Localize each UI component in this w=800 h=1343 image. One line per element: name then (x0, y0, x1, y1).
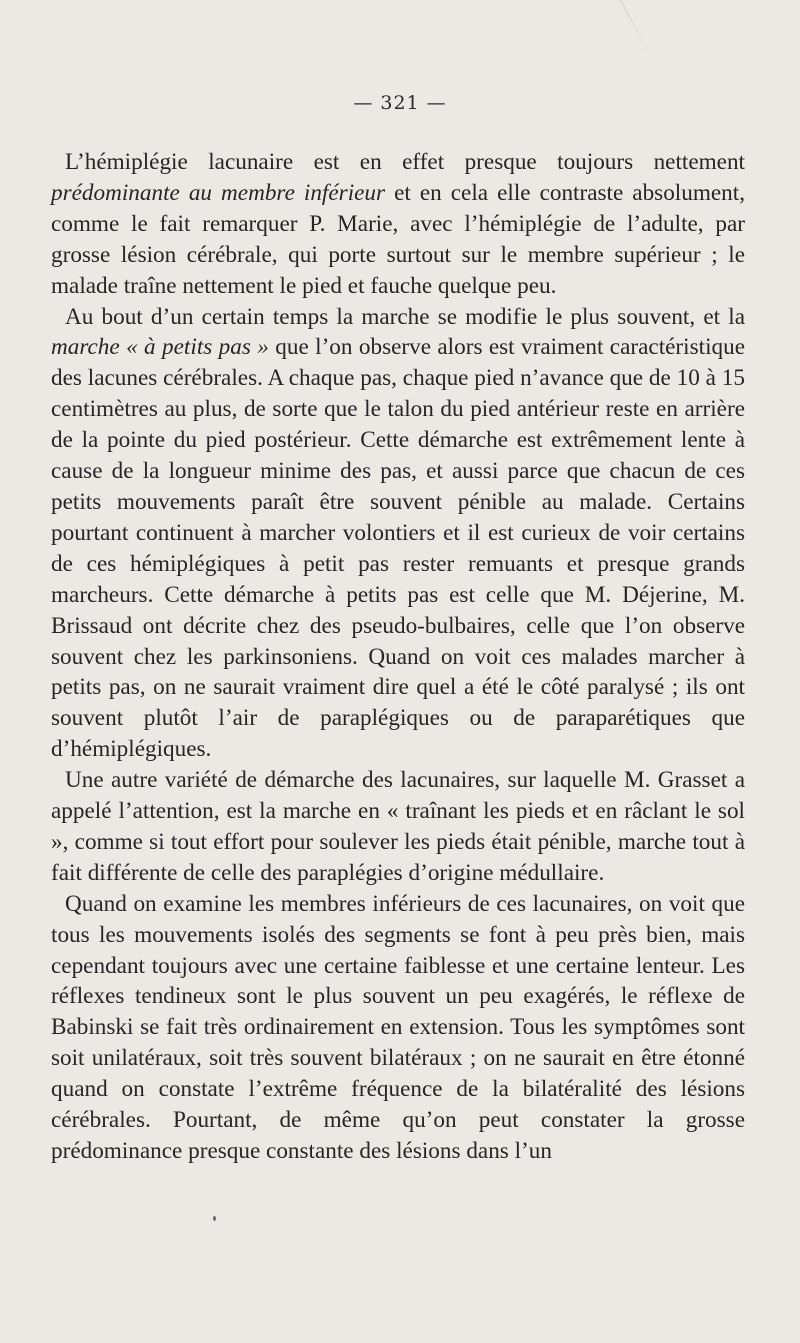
italic-phrase: prédominante au membre inférieur (51, 179, 386, 206)
text-segment: Au bout d’un certain temps la marche se modifie le plus souvent, et la (65, 303, 745, 330)
paragraph-3 (51, 765, 745, 889)
text-segment: Quand on examine les membres inférieurs de ces lacunaires, on voit que tous les mouvements isolés des segments se font à peu près bien, mais cependant toujours avec une certaine faiblesse et une certaine lenteur. Les réflexes tendineux sont le plus souvent un peu exagérés, le réflexe de Babinski se fait très ordinairement en extension. Tous les symptômes sont soit unilatéraux, soit très souvent bilatéraux ; on ne saurait en être étonné quand on constate l’extrême fréquence de la bilatéralité des lésions cérébrales. Pourtant, de même qu’on peut constater la grosse prédominance presque constante des lésions dans l’un (51, 890, 745, 1164)
text-segment: que l’on observe alors est vraiment caractéristique des lacunes cérébrales. A chaque pas, chaque pied n’avance que de 10 à 15 centimètres au plus, de sorte que le talon du pied antérieur reste en arrière de la pointe du pied postérieur. Cette démarche est extrêmement lente à cause de la longueur minime des pas, et aussi parce que chacun de ces petits mouvements paraît être souvent pénible au malade. Certains pourtant continuent à marcher volontiers et il est curieux de voir certains de ces hémiplégiques à petit pas rester remuants et presque grands marcheurs. Cette démarche à petits pas est celle que M. Déjerine, M. Brissaud ont décrite chez des pseudo-bulbaires, celle que l’on observe souvent chez les parkinsoniens. Quand on voit ces malades marcher à petits pas, on ne saurait vraiment dire quel a été le côté paralysé ; ils ont souvent plutôt l’air de paraplégiques ou de paraparétiques que d’hémiplégiques. (51, 334, 745, 763)
paper-fold-mark (620, 0, 654, 62)
text-segment: Une autre variété de démarche des lacunaires, sur laquelle M. Grasset a appelé l’attention, est la marche en « traînant les pieds et en râclant le sol », comme si tout effort pour soulever les pieds était pénible, marche tout à fait différente de celle des paraplégies d’origine médullaire. (51, 767, 745, 886)
page-number: — 321 — (353, 92, 447, 114)
text-segment: L’hémiplégie lacunaire est en effet presque toujours nettement (65, 149, 745, 175)
paragraph-4 (51, 889, 745, 1167)
text-segment: et en cela elle contraste absolument, comme le fait remarquer P. Marie, avec l’hémiplégie de l’adulte, par grosse lésion cérébrale, qui porte surtout sur le membre supérieur ; le malade traîne nettement le pied et fauche quelque peu. (51, 179, 745, 299)
paragraph-1 (51, 147, 745, 302)
paragraph-2 (51, 302, 745, 766)
body-text (51, 147, 745, 1167)
italic-phrase: marche « à petits pas » (51, 334, 269, 361)
ink-speck (213, 1216, 216, 1221)
